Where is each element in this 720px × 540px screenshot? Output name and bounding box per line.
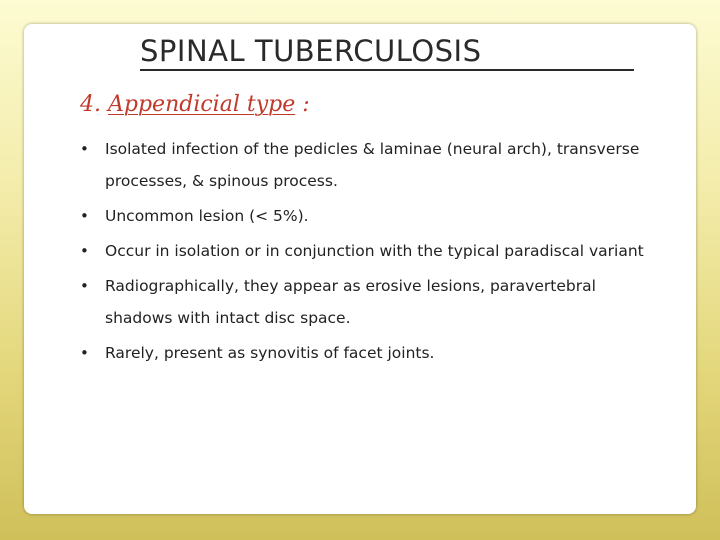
list-item <box>78 200 668 232</box>
bullet-text: Occur in isolation or in conjunction with the typical paradiscal variant <box>105 242 644 260</box>
section-heading-text: Appendicial type <box>108 92 296 117</box>
bullet-icon: • <box>80 207 89 225</box>
list-item <box>78 133 668 197</box>
bullet-icon: • <box>80 140 89 158</box>
list-item <box>78 337 668 369</box>
bullet-list <box>78 133 668 372</box>
bullet-icon: • <box>80 242 89 260</box>
slide-title: SPINAL TUBERCULOSIS <box>140 34 482 68</box>
list-item <box>78 270 668 334</box>
bullet-icon: • <box>80 277 89 295</box>
bullet-text: Isolated infection of the pedicles & laminae (neural arch), transverse processes, & spinous process. <box>105 140 640 190</box>
list-item <box>78 235 668 267</box>
bullet-icon: • <box>80 344 89 362</box>
section-number: 4. <box>80 92 101 117</box>
bullet-text: Radiographically, they appear as erosive lesions, paravertebral shadows with intact disc space. <box>105 277 596 327</box>
bullet-text: Uncommon lesion (< 5%). <box>105 207 309 225</box>
title-underline <box>140 69 634 71</box>
section-heading-suffix: : <box>302 92 310 117</box>
section-heading <box>80 92 310 117</box>
bullet-text: Rarely, present as synovitis of facet joints. <box>105 344 435 362</box>
